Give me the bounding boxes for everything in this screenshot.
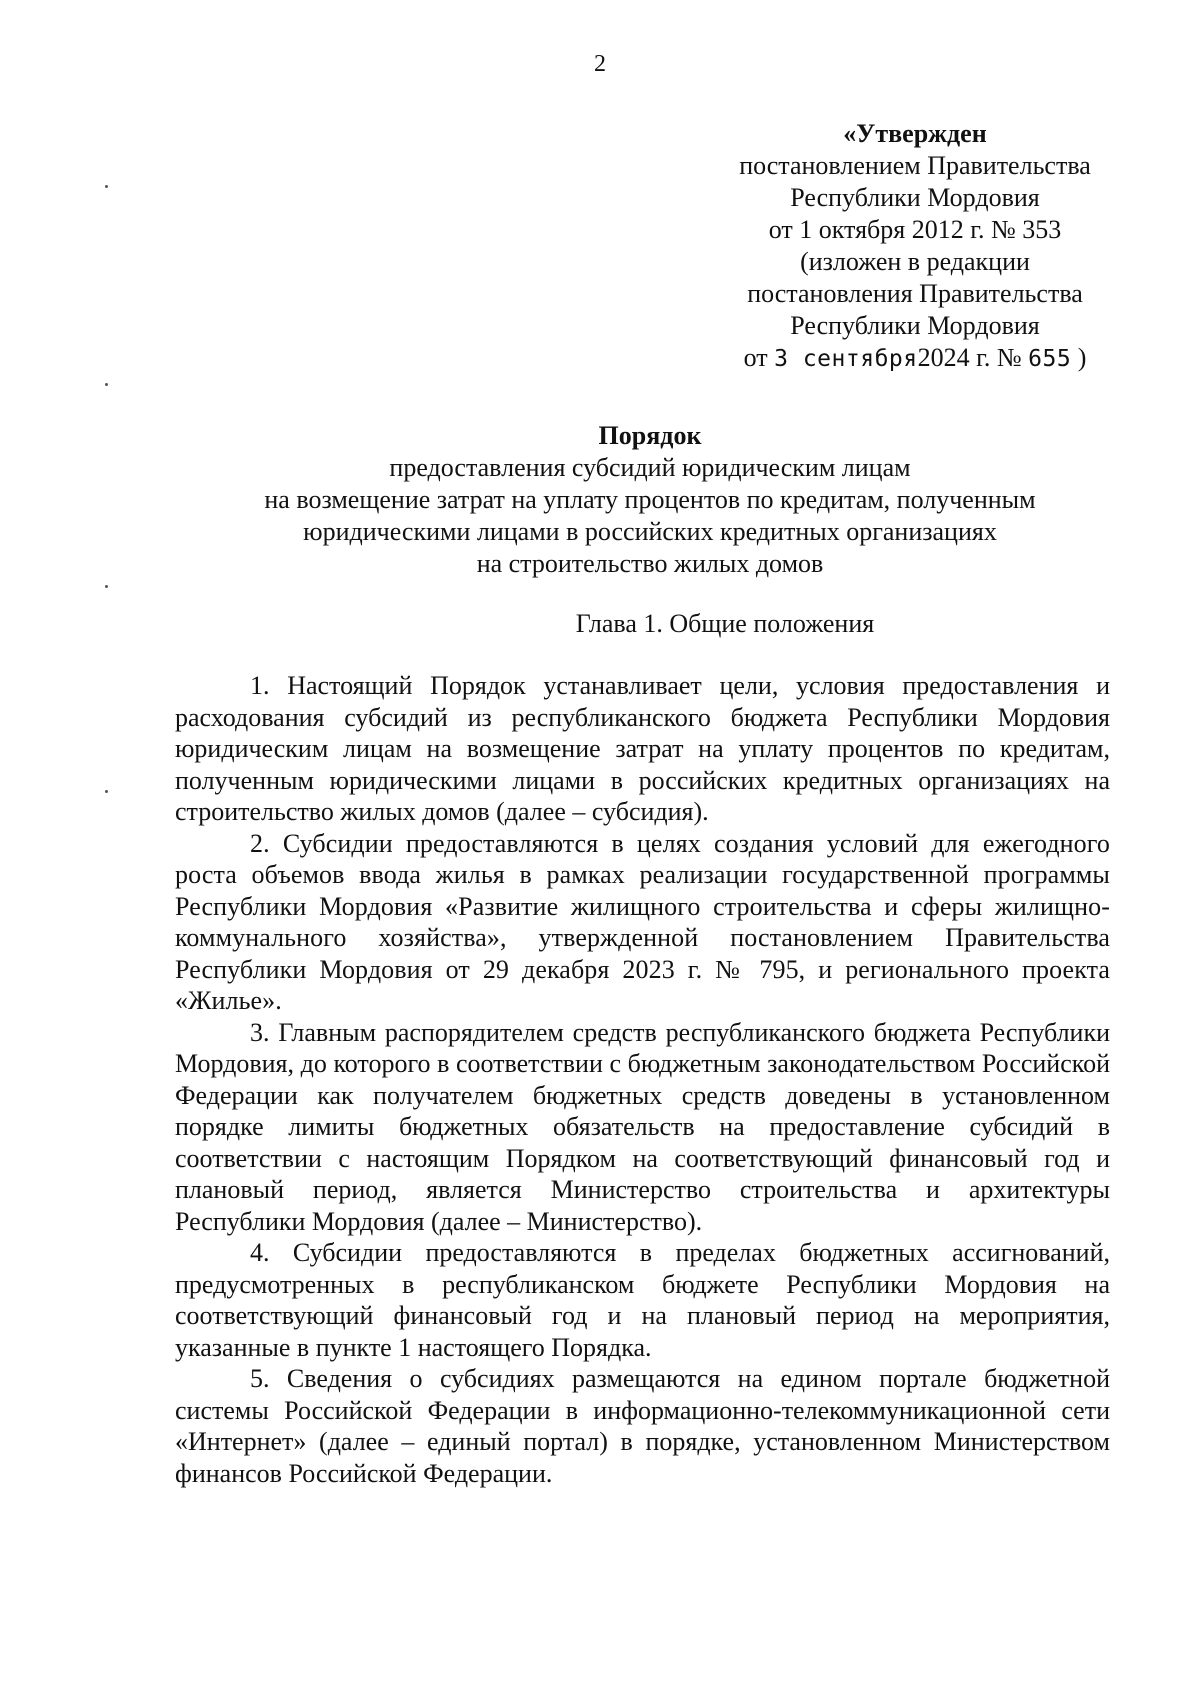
approval-number: 655 [1028, 346, 1072, 372]
document-subtitle-line: юридическими лицами в российских кредитных организациях [303, 517, 997, 546]
paragraph-1: 1. Настоящий Порядок устанавливает цели, условия предоставления и расходования субсидий из республиканского бюджета Республики Мордовия юридическим лицам на возмещение затрат на уплату процентов по кредитам, полученным юридическими лицами в российских кредитных организациях на строительство жилых домов (далее – субсидия). [175, 671, 1110, 826]
chapter-title: Глава 1. Общие положения [575, 609, 875, 638]
scan-speck [105, 185, 108, 188]
approval-stamp-block [715, 118, 1115, 375]
approval-date-prefix: от [743, 343, 768, 372]
approval-line: Республики Мордовия [790, 311, 1040, 340]
page-number: 2 [594, 51, 606, 77]
approval-date-year: 2024 г. № [917, 343, 1022, 372]
approval-line: от 1 октября 2012 г. № 353 [768, 215, 1062, 244]
paragraph-2: 2. Субсидии предоставляются в целях создания условий для ежегодного роста объемов ввода жилья в рамках реализации государственной программы Республики Мордовия «Развитие жилищного строительства и сферы жилищно-коммунального хозяйства», утвержденной постановлением Правительства Республики Мордовия от 29 декабря 2023 г. № 795, и регионального проекта «Жилье». [175, 828, 1110, 1015]
document-title: Порядок [598, 421, 702, 450]
approval-line: постановления Правительства [747, 279, 1083, 308]
paragraph-4: 4. Субсидии предоставляются в пределах бюджетных ассигнований, предусмотренных в республиканском бюджете Республики Мордовия на соответствующий финансовый год и на плановый период на мероприятия, указанные в пункте 1 настоящего Порядка. [175, 1238, 1110, 1362]
approval-line: Республики Мордовия [790, 183, 1040, 212]
paragraph-5: 5. Сведения о субсидиях размещаются на едином портале бюджетной системы Российской Федерации в информационно-телекоммуникационной сети «Интернет» (далее – единый портал) в порядке, установленном Министерством финансов Российской Федерации. [175, 1364, 1110, 1488]
document-subtitle-line: предоставления субсидий юридическим лицам [389, 453, 911, 482]
approval-line: постановлением Правительства [739, 151, 1091, 180]
document-subtitle-line: на возмещение затрат на уплату процентов по кредитам, полученным [264, 485, 1036, 514]
document-body [175, 670, 1110, 1489]
document-title-block [120, 420, 1180, 580]
approval-closing-paren: ) [1077, 343, 1087, 372]
document-subtitle-line: на строительство жилых домов [476, 549, 824, 578]
scan-speck [105, 383, 108, 386]
scan-speck [105, 790, 108, 793]
approval-line: (изложен в редакции [800, 247, 1030, 276]
scan-speck [105, 585, 108, 588]
approval-line: «Утвержден [843, 119, 987, 148]
paragraph-3: 3. Главным распорядителем средств республиканского бюджета Республики Мордовия, до которого в соответствии с бюджетным законодательством Российской Федерации как получателем бюджетных средств доведены в установленном порядке лимиты бюджетных обязательств на предоставление субсидий в соответствии с настоящим Порядком на соответствующий финансовый год и плановый период, является Министерство строительства и архитектуры Республики Мордовия (далее – Министерство). [175, 1017, 1110, 1236]
approval-date-day: 3 сентября [774, 346, 918, 372]
approval-date-line [715, 342, 1115, 375]
